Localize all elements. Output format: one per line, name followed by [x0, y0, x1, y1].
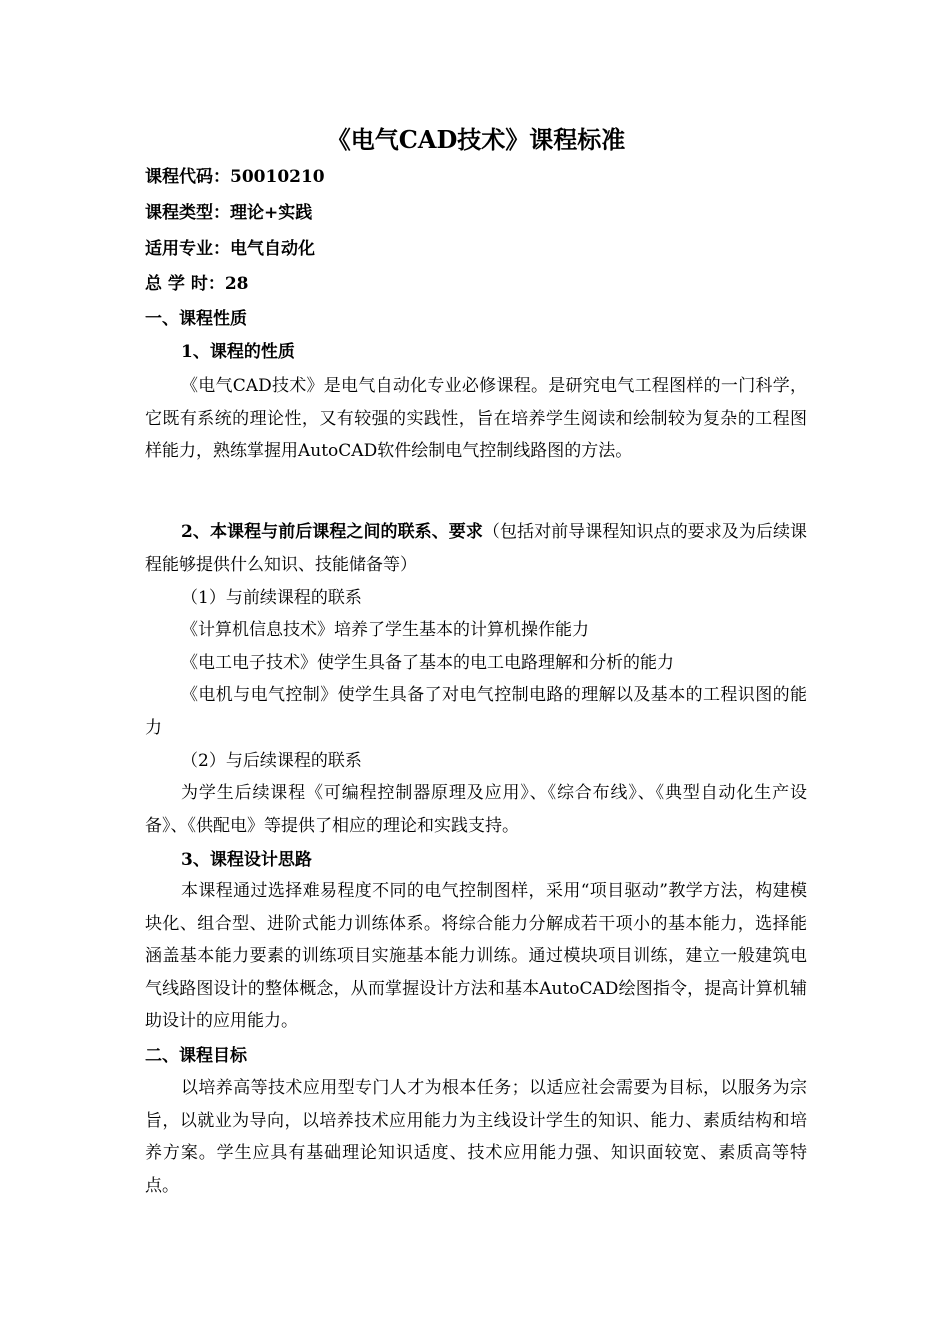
- course-relations-note: （包括对前导课程知识点的要求及为后续课程能够提供什么知识、技能储备等）: [145, 522, 808, 575]
- paragraph-objectives: 以培养高等技术应用型专门人才为根本任务；以适应社会需要为目标，以服务为宗旨，以就业为导向，以培养技术应用能力为主线设计学生的知识、能力、素质结构和培养方案。学生应具有基础理论知识适度、技术应用能力强、知识面较宽、素质高等特点。: [145, 1078, 807, 1196]
- section-heading-objectives: 二、课程目标: [145, 1046, 247, 1066]
- subheading-course-nature: 1、课程的性质: [181, 342, 295, 362]
- course-major: 适用专业：电气自动化: [145, 239, 315, 259]
- paragraph-course-nature: 《电气CAD技术》是电气自动化专业必修课程。是研究电气工程图样的一门科学，它既有系统的理论性，又有较强的实践性，旨在培养学生阅读和绘制较为复杂的工程图样能力，熟练掌握用AutoCAD软件绘制电气控制线路图的方法。: [145, 376, 807, 462]
- prev-course-item: 《电机与电气控制》使学生具备了对电气控制电路的理解以及基本的工程识图的能力: [145, 685, 807, 738]
- prev-course-item: 《计算机信息技术》培养了学生基本的计算机操作能力: [181, 620, 589, 640]
- paragraph-course-relations: [145, 516, 807, 581]
- prev-course-item: 《电工电子技术》使学生具备了基本的电工电路理解和分析的能力: [181, 653, 674, 673]
- next-courses-heading: （2）与后续课程的联系: [181, 751, 362, 771]
- paragraph-design-ideas: 本课程通过选择难易程度不同的电气控制图样，采用“项目驱动”教学方法，构建模块化、组合型、进阶式能力训练体系。将综合能力分解成若干项小的基本能力，选择能涵盖基本能力要素的训练项目实施基本能力训练。通过模块项目训练，建立一般建筑电气线路图设计的整体概念，从而掌握设计方法和基本AutoCAD绘图指令，提高计算机辅助设计的应用能力。: [145, 881, 807, 1032]
- course-hours: 总 学 时：28: [145, 274, 249, 294]
- paragraph-next-courses: 为学生后续课程《可编程控制器原理及应用》、《综合布线》、《典型自动化生产设备》、《供配电》等提供了相应的理论和实践支持。: [145, 783, 807, 836]
- course-type: 课程类型：理论+实践: [145, 203, 313, 223]
- document-title: 《电气CAD技术》课程标准: [326, 125, 626, 154]
- subheading-course-relations: 2、本课程与前后课程之间的联系、要求: [181, 522, 483, 542]
- section-heading-nature: 一、课程性质: [145, 309, 247, 329]
- course-code: 课程代码：50010210: [145, 167, 325, 187]
- subheading-design-ideas: 3、课程设计思路: [181, 850, 312, 870]
- prev-courses-heading: （1）与前续课程的联系: [181, 588, 362, 608]
